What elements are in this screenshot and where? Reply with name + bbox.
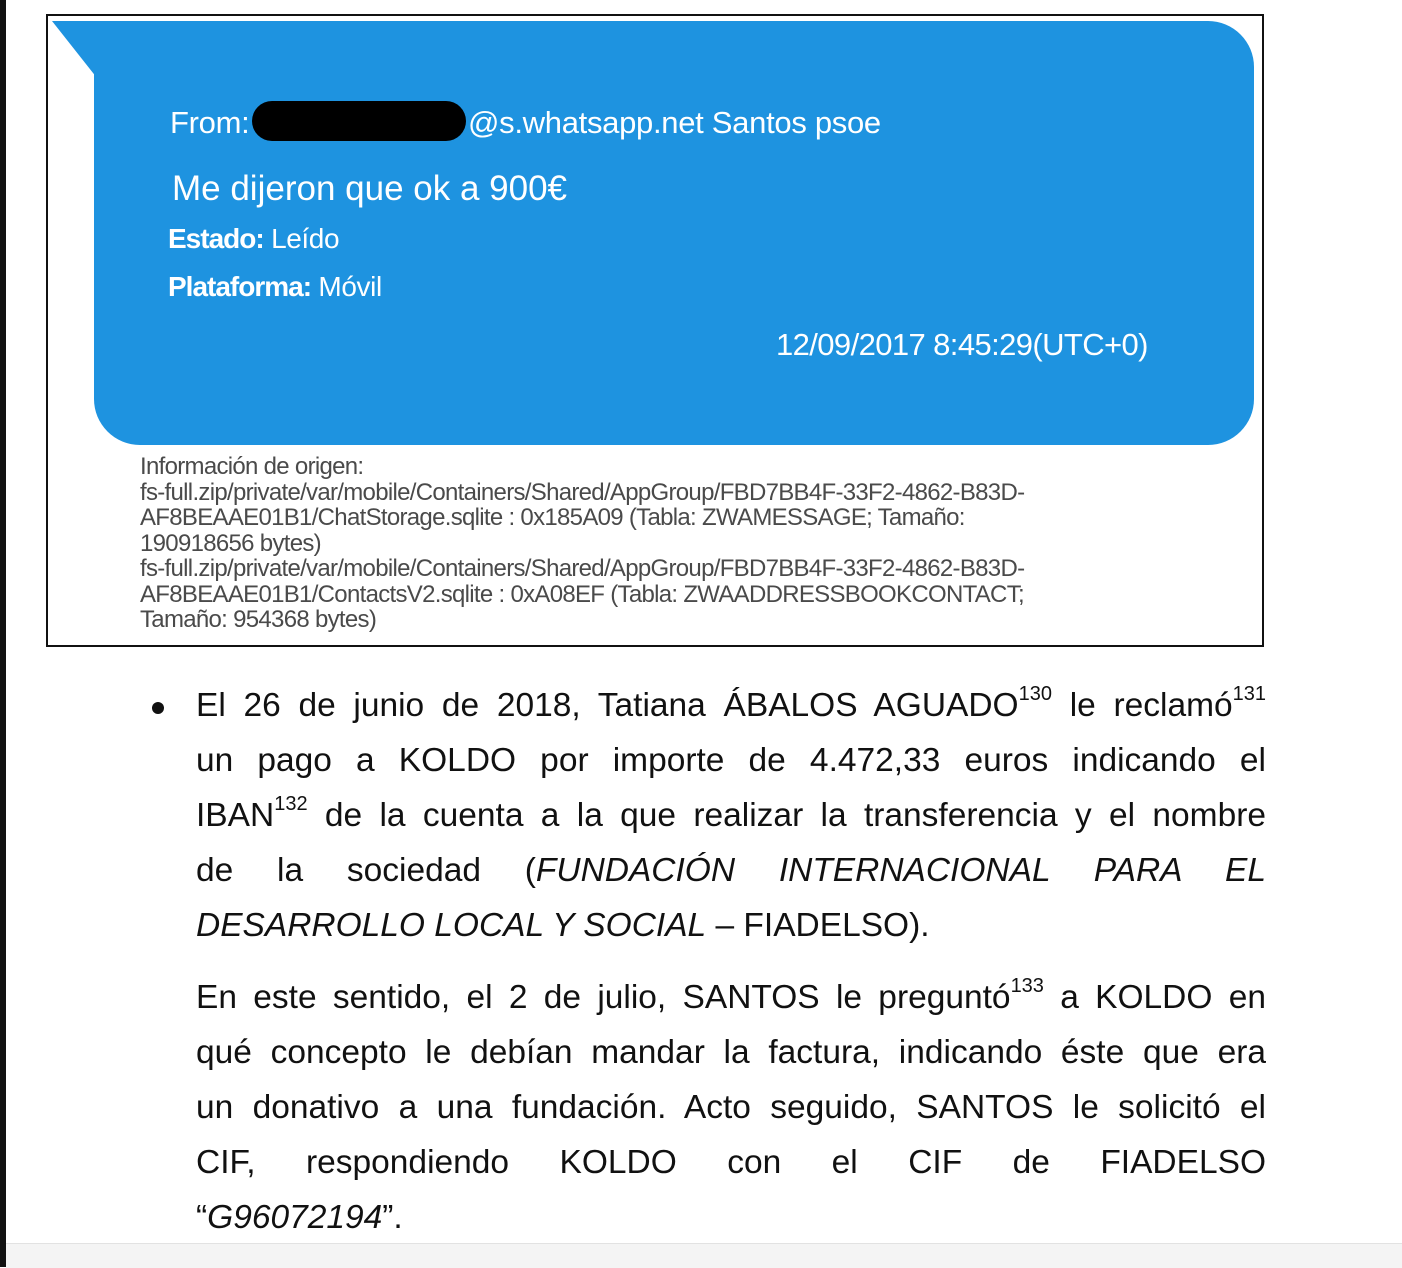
plataforma-value: Móvil — [311, 271, 382, 302]
from-label: From: — [170, 105, 250, 140]
plataforma-field — [168, 271, 382, 303]
text-run: de la sociedad ( — [196, 852, 536, 889]
message-timestamp: 12/09/2017 8:45:29(UTC+0) — [776, 327, 1148, 362]
bullet-icon — [152, 702, 164, 714]
page-left-border — [0, 0, 6, 1267]
italic-run: FUNDACIÓN INTERNACIONAL PARA EL — [535, 852, 1267, 889]
from-address: @s.whatsapp.net Santos psoe — [468, 105, 881, 140]
paragraph-line — [196, 678, 1266, 733]
source-info-line: AF8BEAAE01B1/ChatStorage.sqlite : 0x185A09 (Tabla: ZWAMESSAGE; Tamaño: — [140, 504, 965, 531]
footnote-ref-130[interactable]: 130 — [1018, 682, 1052, 705]
message-text: Me dijeron que ok a 900€ — [172, 169, 567, 208]
text-run: a KOLDO en — [1043, 979, 1266, 1016]
estado-field — [168, 223, 339, 255]
text-run: El 26 de junio de 2018, Tatiana ÁBALOS AGUADO — [196, 687, 1019, 724]
plataforma-label: Plataforma: — [168, 271, 312, 302]
italic-run: DESARROLLO LOCAL Y SOCIAL — [196, 907, 707, 944]
source-info-line: AF8BEAAE01B1/ContactsV2.sqlite : 0xA08EF (Tabla: ZWAADDRESSBOOKCONTACT; — [140, 580, 1024, 608]
text-run: de la cuenta a la que realizar la transferencia y el nombre — [307, 797, 1266, 834]
paragraph-line — [196, 788, 1266, 843]
estado-value: Leído — [263, 223, 340, 254]
paragraph-1 — [196, 678, 1266, 953]
text-run: “ — [196, 1199, 208, 1236]
evidence-screenshot-frame — [46, 14, 1264, 647]
text-run: ”. — [382, 1199, 403, 1236]
whatsapp-message-bubble — [94, 21, 1254, 445]
source-info-line: Información de origen: — [140, 453, 364, 480]
text-run: le reclamó — [1052, 687, 1233, 724]
paragraph-line — [196, 970, 1266, 1025]
paragraph-line — [196, 898, 1266, 953]
source-info-line: fs-full.zip/private/var/mobile/Containers/Shared/AppGroup/FBD7BB4F-33F2-4862-B83D- — [140, 478, 1025, 506]
source-info-line: Tamaño: 954368 bytes) — [140, 606, 377, 633]
paragraph-2 — [196, 970, 1266, 1245]
paragraph-line: CIF, respondiendo KOLDO con el CIF de FIADELSO — [196, 1144, 1266, 1181]
italic-run: G96072194 — [207, 1199, 383, 1236]
footnote-ref-131[interactable]: 131 — [1232, 682, 1266, 705]
paragraph-line: un donativo a una fundación. Acto seguido, SANTOS le solicitó el — [196, 1089, 1266, 1126]
page-bottom-strip — [6, 1243, 1402, 1268]
text-run: – FIADELSO). — [706, 907, 930, 944]
footnote-ref-132[interactable]: 132 — [274, 792, 308, 815]
text-run: IBAN — [196, 797, 275, 834]
paragraph-line: un pago a KOLDO por importe de 4.472,33 euros indicando el — [196, 742, 1266, 779]
source-info-line: 190918656 bytes) — [140, 529, 321, 557]
paragraph-line — [196, 1190, 1266, 1245]
source-info — [140, 454, 1220, 633]
footnote-ref-133[interactable]: 133 — [1010, 974, 1044, 997]
estado-label: Estado: — [168, 223, 264, 254]
paragraph-line — [196, 843, 1266, 898]
redaction-mark — [252, 101, 466, 141]
text-run: En este sentido, el 2 de julio, SANTOS le preguntó — [196, 979, 1011, 1016]
paragraph-line: qué concepto le debían mandar la factura, indicando éste que era — [196, 1034, 1266, 1071]
source-info-line: fs-full.zip/private/var/mobile/Containers/Shared/AppGroup/FBD7BB4F-33F2-4862-B83D- — [140, 555, 1025, 582]
